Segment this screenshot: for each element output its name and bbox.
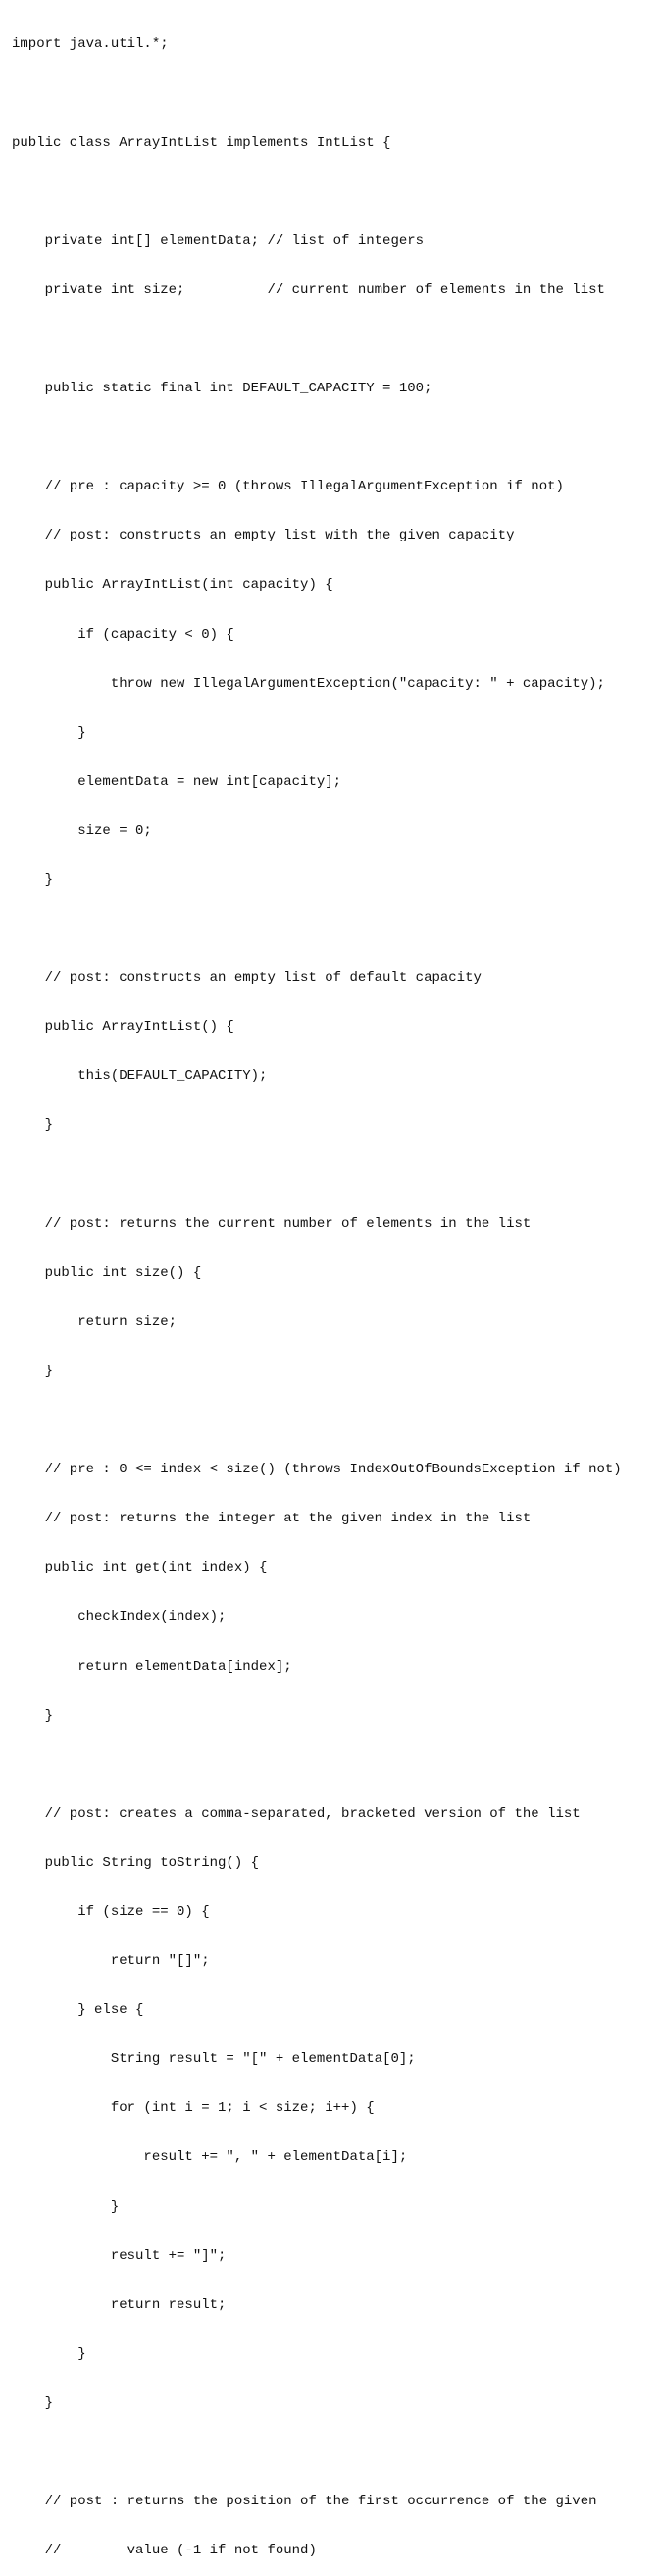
- code-line: throw new IllegalArgumentException("capacity: " + capacity);: [12, 675, 605, 692]
- code-line: }: [12, 2198, 120, 2215]
- code-line: // post: returns the integer at the given index in the list: [12, 1511, 532, 1527]
- code-line: // post : returns the position of the first occurrence of the given: [12, 2494, 597, 2510]
- code-line: for (int i = 1; i < size; i++) {: [12, 2100, 375, 2117]
- code-listing: [12, 4, 659, 2576]
- code-line: }: [12, 724, 86, 741]
- code-line: checkIndex(index);: [12, 1609, 227, 1625]
- code-line: elementData = new int[capacity];: [12, 773, 342, 790]
- code-line: // value (-1 if not found): [12, 2543, 317, 2559]
- code-line: } else {: [12, 2002, 144, 2019]
- code-line: public ArrayIntList() {: [12, 1019, 234, 1036]
- code-line: [12, 1413, 659, 1429]
- code-line: // pre : 0 <= index < size() (throws IndexOutOfBoundsException if not): [12, 1462, 622, 1478]
- code-line: result += "]";: [12, 2247, 227, 2264]
- code-line: public String toString() {: [12, 1854, 260, 1871]
- code-line: this(DEFAULT_CAPACITY);: [12, 1068, 268, 1085]
- code-line: private int[] elementData; // list of integers: [12, 232, 425, 249]
- code-line: public int size() {: [12, 1264, 202, 1281]
- code-line: String result = "[" + elementData[0];: [12, 2051, 416, 2068]
- code-line: }: [12, 2395, 54, 2411]
- code-line: }: [12, 2345, 86, 2362]
- code-line: }: [12, 1117, 54, 1134]
- code-line: [12, 921, 659, 938]
- code-line: // post: constructs an empty list with the given capacity: [12, 528, 515, 544]
- code-line: // post: creates a comma-separated, bracketed version of the list: [12, 1805, 581, 1822]
- code-line: return size;: [12, 1314, 178, 1330]
- code-line: [12, 1757, 659, 1774]
- code-line: [12, 332, 659, 348]
- code-line: // pre : capacity >= 0 (throws IllegalArgumentException if not): [12, 479, 564, 495]
- code-line: }: [12, 872, 54, 888]
- code-line: if (capacity < 0) {: [12, 626, 234, 643]
- code-line: size = 0;: [12, 822, 152, 839]
- code-line: import java.util.*;: [12, 36, 169, 53]
- code-line: return elementData[index];: [12, 1658, 292, 1674]
- code-line: result += ", " + elementData[i];: [12, 2149, 408, 2166]
- code-line: public int get(int index) {: [12, 1560, 268, 1576]
- code-line: [12, 2445, 659, 2461]
- code-line: if (size == 0) {: [12, 1903, 210, 1920]
- code-line: // post: constructs an empty list of default capacity: [12, 970, 482, 987]
- code-line: private int size; // current number of elements in the list: [12, 282, 605, 298]
- code-line: public class ArrayIntList implements IntList {: [12, 134, 391, 151]
- code-line: return result;: [12, 2296, 227, 2313]
- code-line: [12, 184, 659, 201]
- code-line: [12, 1167, 659, 1184]
- code-line: }: [12, 1707, 54, 1724]
- code-line: [12, 430, 659, 446]
- code-line: return "[]";: [12, 1953, 210, 1970]
- code-line: public static final int DEFAULT_CAPACITY = 100;: [12, 381, 432, 397]
- code-line: }: [12, 1363, 54, 1379]
- code-line: // post: returns the current number of elements in the list: [12, 1215, 532, 1232]
- code-line: public ArrayIntList(int capacity) {: [12, 577, 333, 593]
- code-line: [12, 86, 659, 103]
